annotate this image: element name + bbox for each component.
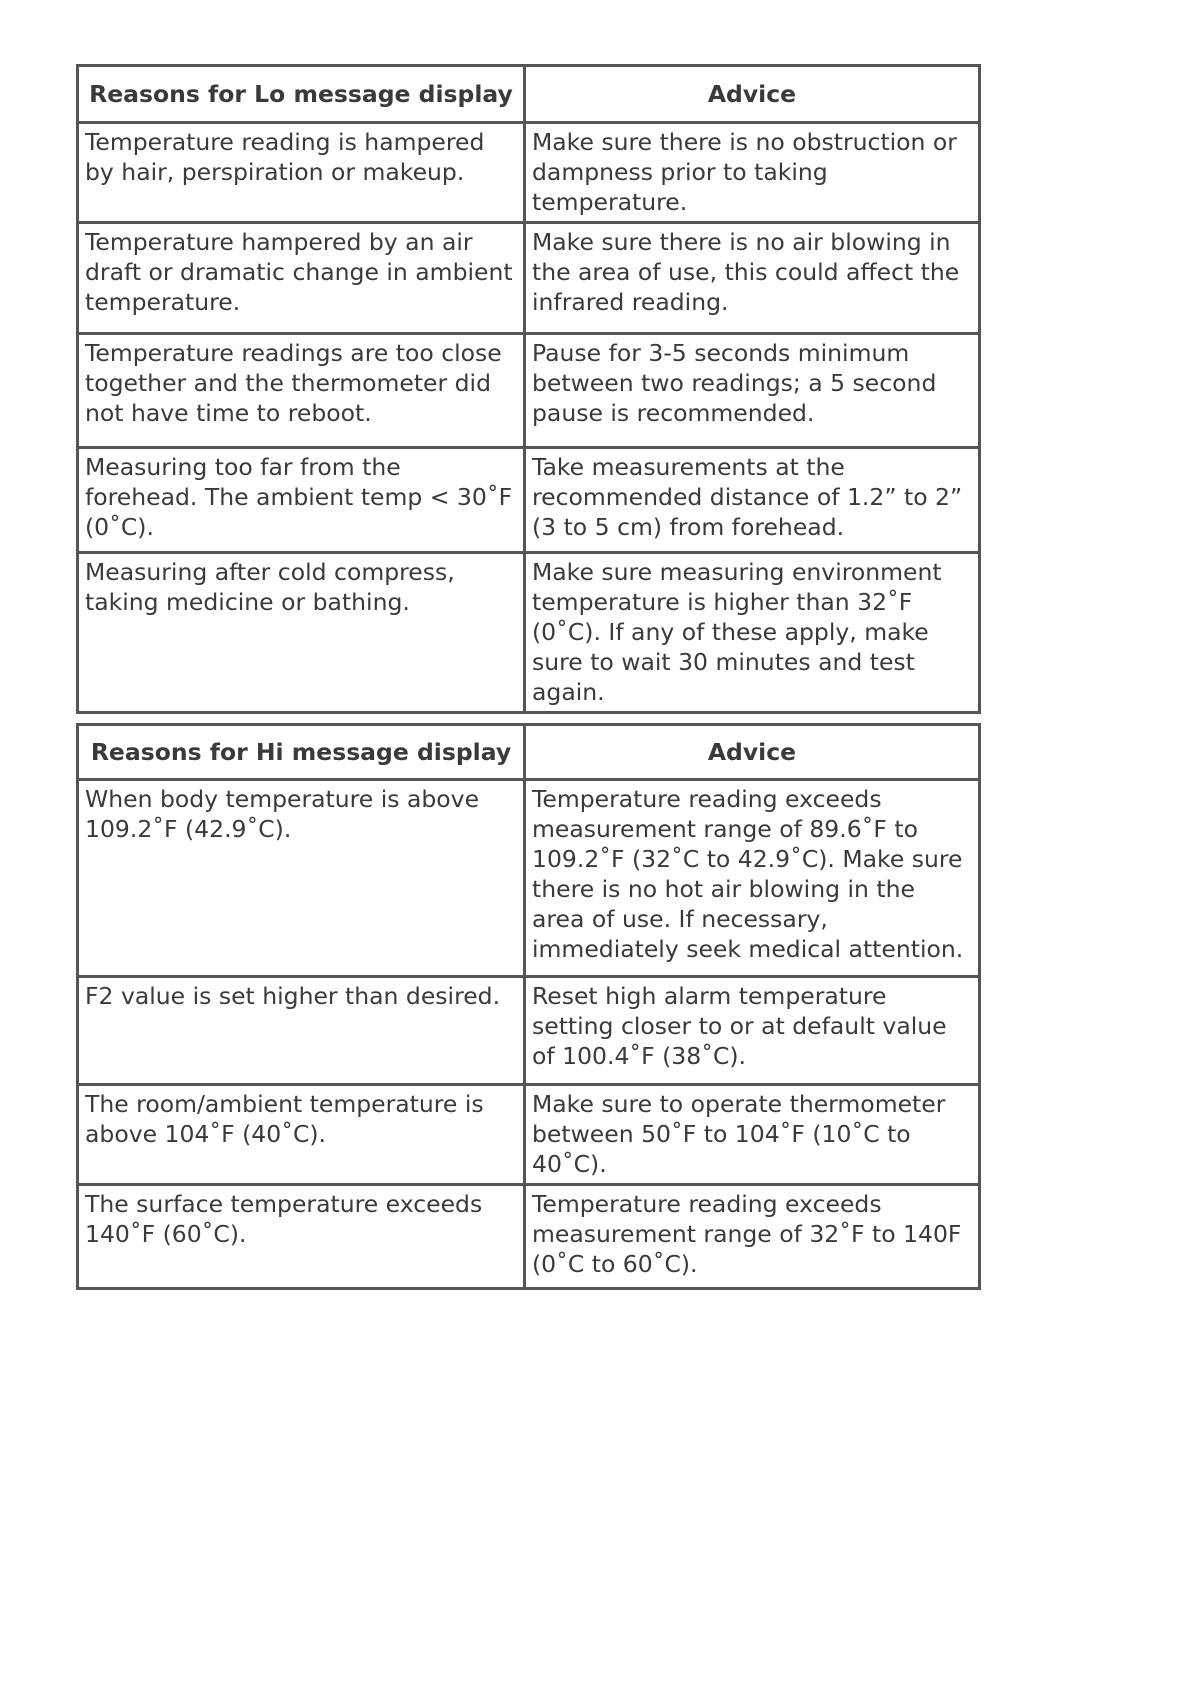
reason-cell: F2 value is set higher than desired. [78, 977, 525, 1085]
table-row [78, 448, 980, 553]
reason-cell: Temperature hampered by an air draft or dramatic change in ambient temperature. [78, 223, 525, 334]
table-row [78, 1185, 980, 1289]
column-header-reason: Reasons for Lo message display [78, 66, 525, 123]
table-row [78, 334, 980, 448]
reason-cell: The room/ambient temperature is above 104˚F (40˚C). [78, 1085, 525, 1185]
reason-cell: The surface temperature exceeds 140˚F (60˚C). [78, 1185, 525, 1289]
table-row [78, 977, 980, 1085]
reason-cell: Temperature reading is hampered by hair, perspiration or makeup. [78, 123, 525, 223]
column-header-reason: Reasons for Hi message display [78, 725, 525, 780]
advice-cell: Reset high alarm temperature setting closer to or at default value of 100.4˚F (38˚C). [525, 977, 980, 1085]
advice-cell: Pause for 3-5 seconds minimum between two readings; a 5 second pause is recommended. [525, 334, 980, 448]
lo-message-table [76, 64, 981, 714]
advice-cell: Take measurements at the recommended distance of 1.2” to 2” (3 to 5 cm) from forehead. [525, 448, 980, 553]
column-header-advice: Advice [525, 66, 980, 123]
reason-cell: Measuring after cold compress, taking medicine or bathing. [78, 553, 525, 713]
table-row [78, 780, 980, 977]
advice-cell: Make sure to operate thermometer between 50˚F to 104˚F (10˚C to 40˚C). [525, 1085, 980, 1185]
reason-cell: Measuring too far from the forehead. The ambient temp < 30˚F (0˚C). [78, 448, 525, 553]
reason-cell: Temperature readings are too close together and the thermometer did not have time to reboot. [78, 334, 525, 448]
advice-cell: Temperature reading exceeds measurement range of 89.6˚F to 109.2˚F (32˚C to 42.9˚C). Make sure there is no hot air blowing in the area of use. If necessary, immediately seek medical attention. [525, 780, 980, 977]
reason-cell: When body temperature is above 109.2˚F (42.9˚C). [78, 780, 525, 977]
table-header-row [78, 725, 980, 780]
advice-cell: Make sure measuring environment temperature is higher than 32˚F (0˚C). If any of these apply, make sure to wait 30 minutes and test again. [525, 553, 980, 713]
table-row [78, 553, 980, 713]
advice-cell: Make sure there is no air blowing in the area of use, this could affect the infrared reading. [525, 223, 980, 334]
advice-cell: Make sure there is no obstruction or dampness prior to taking temperature. [525, 123, 980, 223]
table-header-row [78, 66, 980, 123]
hi-message-table [76, 723, 981, 1290]
column-header-advice: Advice [525, 725, 980, 780]
table-row [78, 1085, 980, 1185]
table-row [78, 123, 980, 223]
advice-cell: Temperature reading exceeds measurement range of 32˚F to 140F (0˚C to 60˚C). [525, 1185, 980, 1289]
table-row [78, 223, 980, 334]
